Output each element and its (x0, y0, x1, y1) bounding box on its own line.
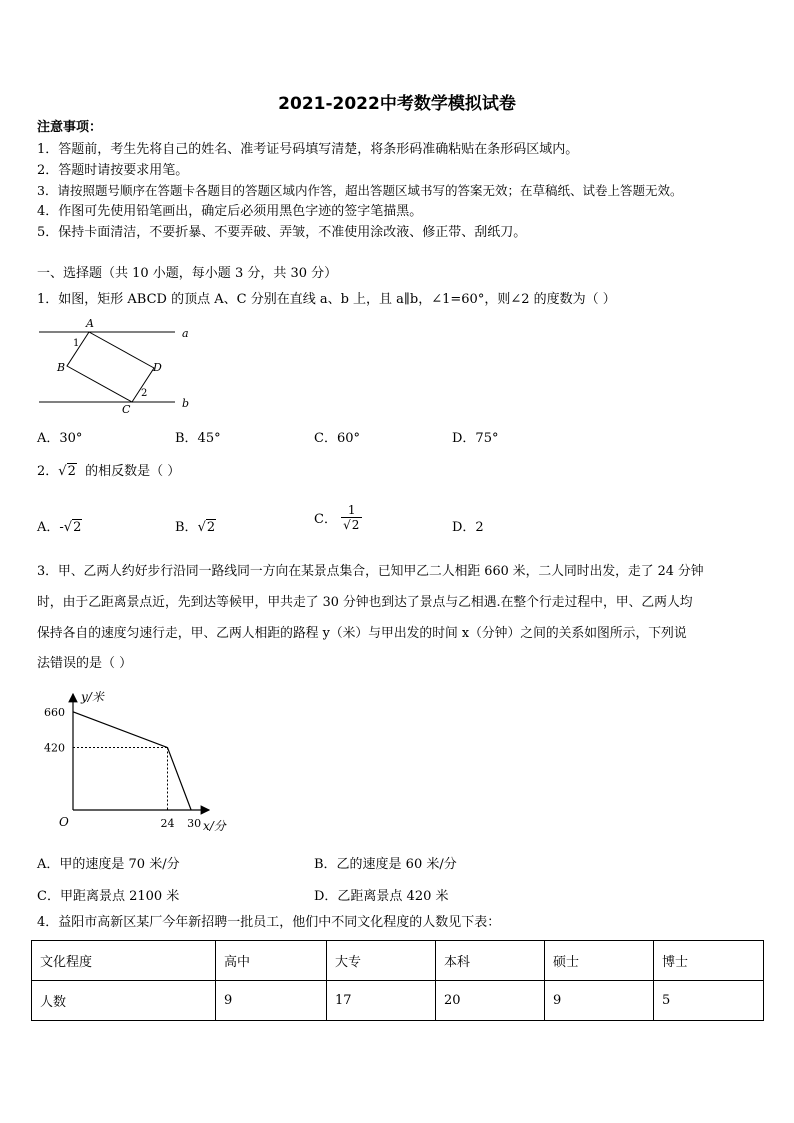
y-axis-label: y/米 (81, 690, 104, 704)
q1-option-c: C．60° (314, 431, 360, 446)
q2-radicand: 2 (67, 464, 76, 479)
distance-series-line (73, 712, 191, 810)
q1-option-a: A．30° (37, 431, 83, 446)
q2-option-c (314, 503, 362, 532)
q2-c-numerator: 1 (341, 503, 362, 518)
table-header-cell: 大专 (327, 941, 436, 981)
q3-line-3: 保持各自的速度匀速行走，甲、乙两人相距的路程 y（米）与甲出发的时间 x（分钟）之间的关系如图所示，下列说 (37, 626, 687, 641)
line-b-label: b (182, 397, 190, 410)
label-B: B (57, 361, 66, 374)
q2-stem: 2．√2 的相反数是（ ） (37, 464, 181, 479)
q3-line-1: 3．甲、乙两人约好步行沿同一路线同一方向在某景点集合，已知甲乙二人相距 660 米，二人同时出发，走了 24 分钟 (37, 564, 704, 579)
q2-b-label: B． (175, 520, 198, 535)
q2-a-radicand: 2 (73, 520, 82, 535)
q1-figure (37, 316, 197, 416)
table-cell: 9 (216, 981, 327, 1021)
angle-2-label: 2 (141, 388, 148, 399)
y-tick-420: 420 (44, 741, 65, 755)
q1-option-d: D．75° (452, 431, 499, 446)
q3-chart (37, 684, 237, 836)
y-tick-660: 660 (44, 705, 65, 719)
label-C: C (122, 403, 131, 416)
q2-option-d: D．2 (452, 520, 484, 535)
education-table (31, 940, 764, 1021)
x-axis-label: x/分 (203, 819, 226, 833)
q2-c-radicand: 2 (351, 518, 360, 532)
table-header-cell: 文化程度 (32, 941, 216, 981)
q2-c-fraction: $\frac{1}{√2}$ (341, 503, 362, 532)
origin-label: O (59, 815, 69, 829)
q3-option-b: B．乙的速度是 60 米/分 (314, 857, 457, 872)
line-a-label: a (182, 327, 189, 340)
angle-1-label: 1 (73, 338, 80, 349)
q4-stem: 4．益阳市高新区某厂今年新招聘一批员工，他们中不同文化程度的人数见下表： (37, 915, 501, 930)
q2-c-label: C． (314, 512, 337, 527)
page-title: 2021-2022中考数学模拟试卷 (278, 94, 516, 114)
table-cell: 17 (327, 981, 436, 1021)
notice-item-3: 3．请按照题号顺序在答题卡各题目的答题区域内作答，超出答题区域书写的答案无效；在草稿纸、试卷上答题无效。 (37, 183, 683, 198)
table-header-cell: 本科 (436, 941, 545, 981)
q2-stem-text: 的相反数是（ ） (85, 464, 181, 479)
table-header-cell: 博士 (654, 941, 764, 981)
table-cell: 20 (436, 981, 545, 1021)
table-cell: 9 (545, 981, 654, 1021)
q3-option-d: D．乙距离景点 420 米 (314, 889, 449, 904)
q2-b-radicand: 2 (206, 520, 216, 535)
table-header-row (32, 941, 764, 981)
notice-item-4: 4．作图可先使用铅笔画出，确定后必须用黑色字迹的签字笔描黑。 (37, 204, 423, 219)
notice-item-5: 5．保持卡面清洁，不要折暴、不要弄破、弄皱，不准使用涂改液、修正带、刮纸刀。 (37, 225, 527, 240)
q1-option-b: B．45° (175, 431, 221, 446)
q1-stem: 1．如图，矩形 ABCD 的顶点 A、C 分别在直线 a、b 上，且 a∥b，∠1=60°，则∠2 的度数为（ ） (37, 292, 616, 307)
label-D: D (153, 361, 162, 374)
x-tick-30: 30 (187, 817, 202, 830)
q2-number: 2． (37, 464, 59, 479)
q3-option-a: A．甲的速度是 70 米/分 (37, 857, 180, 872)
notice-heading: 注意事项： (37, 120, 103, 135)
table-header-cell: 硕士 (545, 941, 654, 981)
table-row (32, 981, 764, 1021)
q3-line-2: 时，由于乙距离景点近，先到达等候甲，甲共走了 30 分钟也到达了景点与乙相遇.在整个行走过程中，甲、乙两人均 (37, 595, 693, 610)
table-cell: 5 (654, 981, 764, 1021)
notice-item-2: 2．答题时请按要求用笔。 (37, 163, 189, 178)
q2-option-a: A．-√2 (37, 520, 82, 535)
q2-option-b: B．√2 (175, 520, 216, 535)
table-header-cell: 高中 (216, 941, 327, 981)
label-A: A (86, 317, 94, 330)
x-tick-24: 24 (160, 817, 175, 830)
q2-a-label: A．- (37, 520, 64, 535)
table-cell: 人数 (32, 981, 216, 1021)
section-heading: 一、选择题（共 10 小题，每小题 3 分，共 30 分） (37, 266, 338, 281)
q3-option-c: C．甲距离景点 2100 米 (37, 889, 180, 904)
q3-line-4: 法错误的是（ ） (37, 656, 133, 671)
notice-item-1: 1．答题前，考生先将自己的姓名、准考证号码填写清楚，将条形码准确粘贴在条形码区域内。 (37, 142, 579, 157)
